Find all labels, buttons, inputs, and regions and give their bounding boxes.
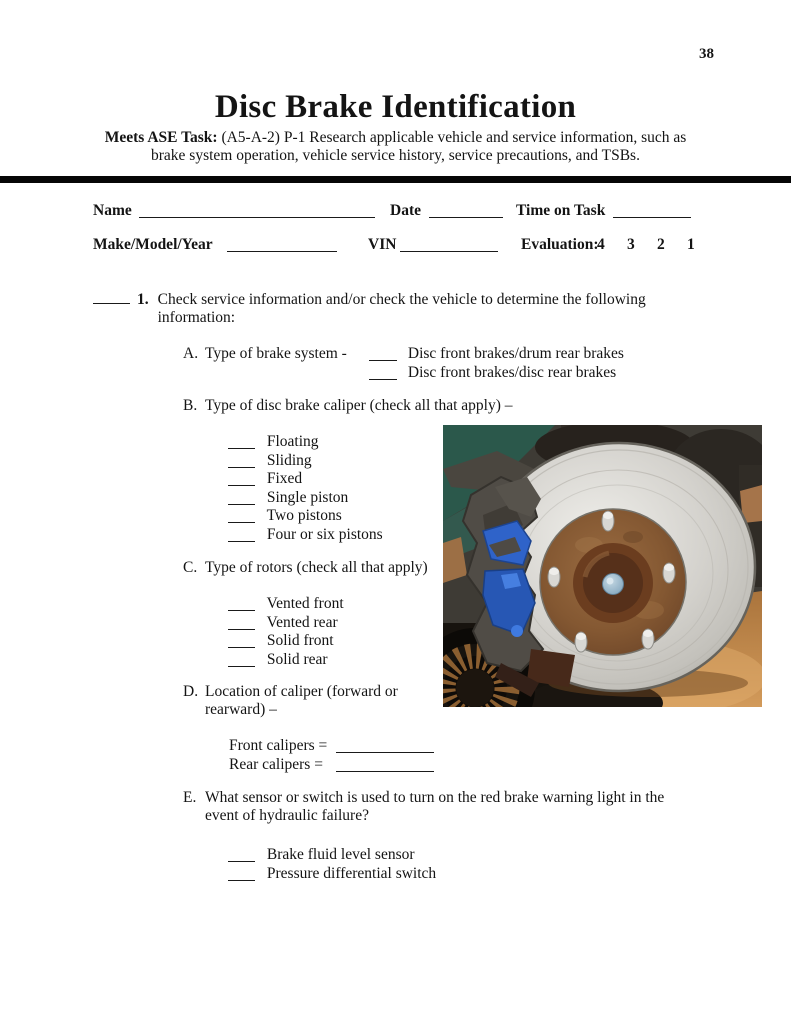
option-label: Floating — [266, 433, 319, 450]
evaluation-option-3[interactable]: 3 — [627, 236, 635, 253]
page-title: Disc Brake Identification — [214, 89, 577, 125]
option-row — [228, 526, 383, 545]
option-label: Vented rear — [266, 613, 338, 631]
section-b-label: Type of disc brake caliper (check all that apply) – — [205, 397, 513, 414]
date-blank[interactable] — [429, 203, 503, 218]
option-label: Single piston — [266, 488, 349, 506]
section-c-options — [228, 595, 344, 669]
option-row — [228, 614, 344, 633]
header-divider — [0, 176, 791, 183]
option-label: Vented front — [266, 595, 344, 612]
check-blank[interactable] — [228, 598, 255, 611]
section-d-label-line-2: rearward) – — [205, 701, 277, 718]
option-row — [228, 865, 436, 884]
option-label: Two pistons — [266, 507, 342, 524]
check-blank[interactable] — [228, 654, 255, 667]
evaluation-option-2[interactable]: 2 — [657, 236, 665, 253]
time-on-task-label: Time on Task — [516, 202, 606, 219]
check-blank[interactable] — [228, 617, 255, 630]
option-row — [228, 433, 383, 452]
section-c-letter: C. — [183, 559, 198, 576]
make-model-year-label: Make/Model/Year — [93, 236, 213, 253]
section-e-header — [183, 789, 664, 825]
section-b-options — [228, 433, 383, 544]
check-blank[interactable] — [228, 849, 255, 862]
fill-row — [229, 756, 434, 775]
evaluation-label: Evaluation: — [521, 236, 599, 253]
option-row — [228, 651, 344, 670]
section-e-label-line-1: What sensor or switch is used to turn on the red brake warning light in the — [205, 789, 665, 806]
date-label: Date — [390, 202, 421, 219]
ase-task-label: Meets ASE Task: — [104, 129, 218, 146]
section-d-header — [183, 683, 398, 719]
front-calipers-blank[interactable] — [336, 740, 434, 753]
option-label: Solid front — [266, 632, 334, 649]
question-text — [158, 291, 646, 327]
option-label: Pressure differential switch — [266, 864, 437, 882]
make-model-year-blank[interactable] — [227, 237, 337, 252]
option-label: Brake fluid level sensor — [266, 846, 415, 863]
option-label: Four or six pistons — [266, 525, 383, 543]
time-on-task-blank[interactable] — [613, 203, 691, 218]
option-label: Fixed — [266, 470, 303, 487]
check-blank[interactable] — [228, 455, 255, 468]
section-c-label: Type of rotors (check all that apply) — [205, 559, 428, 576]
fill-label: Rear calipers = — [229, 755, 323, 773]
name-blank[interactable] — [139, 203, 375, 218]
section-c-header — [183, 559, 428, 577]
section-e-label-line-2: event of hydraulic failure? — [205, 807, 369, 824]
brake-rotor-illustration — [443, 425, 762, 707]
evaluation-option-4[interactable]: 4 — [597, 236, 605, 253]
section-e-letter: E. — [183, 789, 197, 806]
check-blank[interactable] — [228, 436, 255, 449]
question-text-line-1: Check service information and/or check the vehicle to determine the following — [157, 291, 646, 308]
section-d-fills — [229, 737, 434, 774]
fill-label: Front calipers = — [229, 737, 328, 754]
section-e-options — [228, 846, 436, 883]
check-blank[interactable] — [228, 473, 255, 486]
section-d-label-line-1: Location of caliper (forward or — [205, 683, 398, 700]
section-a-options — [369, 345, 624, 382]
vin-label: VIN — [368, 236, 397, 253]
question-1 — [93, 291, 646, 327]
option-label: Sliding — [266, 451, 312, 469]
check-blank[interactable] — [369, 348, 397, 361]
name-label: Name — [93, 202, 132, 219]
page-number: 38 — [699, 46, 714, 62]
option-row — [228, 507, 383, 526]
option-label: Disc front brakes/disc rear brakes — [407, 363, 617, 381]
option-row — [369, 345, 624, 364]
brake-rotor-photo — [443, 425, 762, 707]
option-row — [228, 846, 436, 865]
fill-row — [229, 737, 434, 756]
task-completion-blank[interactable] — [93, 291, 130, 304]
option-row — [369, 364, 624, 383]
section-a-header — [183, 345, 347, 363]
option-label: Disc front brakes/drum rear brakes — [407, 345, 624, 362]
check-blank[interactable] — [228, 529, 255, 542]
check-blank[interactable] — [228, 635, 255, 648]
section-d-label — [205, 683, 398, 719]
check-blank[interactable] — [228, 868, 255, 881]
vin-blank[interactable] — [400, 237, 498, 252]
rear-calipers-blank[interactable] — [336, 759, 434, 772]
section-a-label: Type of brake system - — [205, 345, 347, 362]
option-row — [228, 595, 344, 614]
check-blank[interactable] — [228, 492, 255, 505]
option-row — [228, 452, 383, 471]
option-row — [228, 489, 383, 508]
section-b-header — [183, 397, 513, 415]
section-d-letter: D. — [183, 683, 199, 700]
ase-task-line-1 — [0, 129, 791, 147]
ase-task-line-2: brake system operation, vehicle service history, service precautions, and TSBs. — [151, 147, 640, 164]
option-row — [228, 632, 344, 651]
check-blank[interactable] — [369, 367, 397, 380]
evaluation-option-1[interactable]: 1 — [687, 236, 695, 253]
question-number: 1. — [137, 291, 149, 308]
option-label: Solid rear — [266, 650, 328, 668]
ase-task-text: (A5-A-2) P-1 Research applicable vehicle and service information, such as — [221, 129, 687, 146]
option-row — [228, 470, 383, 489]
check-blank[interactable] — [228, 510, 255, 523]
section-e-label — [205, 789, 664, 825]
section-b-letter: B. — [183, 397, 198, 414]
section-a-letter: A. — [183, 345, 199, 362]
question-text-line-2: information: — [157, 309, 236, 326]
